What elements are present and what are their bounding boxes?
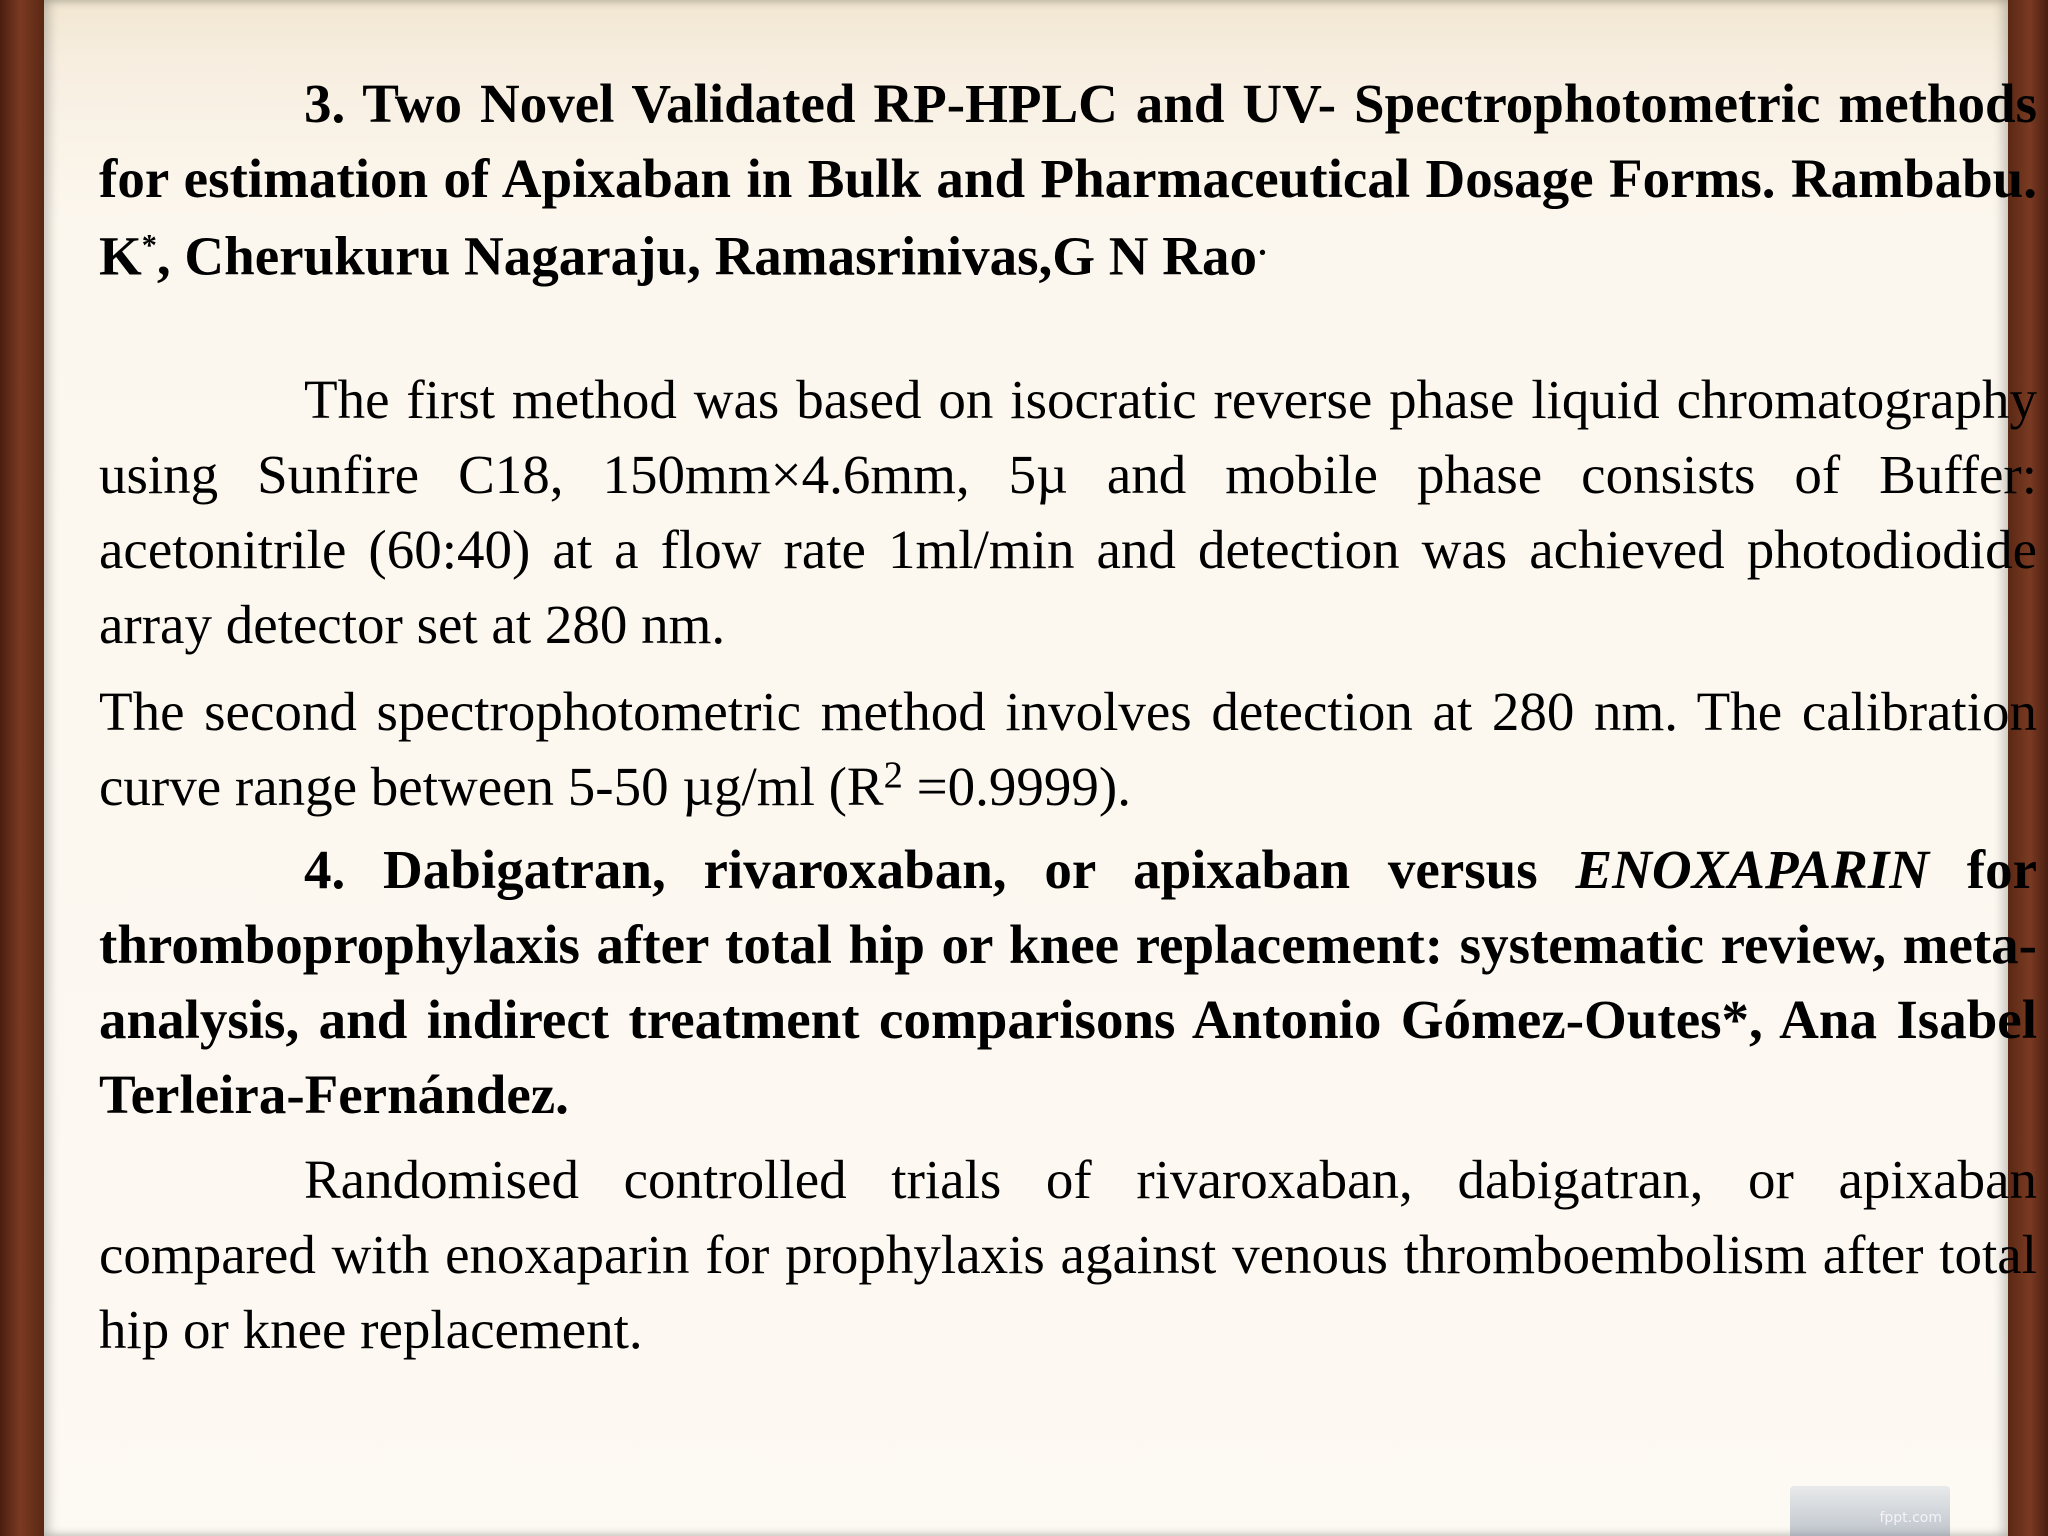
slide-canvas	[44, 0, 2038, 1536]
section-4-title-end: for thromboprophylaxis after total hip or knee replacement: systematic review, meta-analysis, and indirect treatment comparisons Antonio Gómez-Outes*, Ana Isabel Terleira-Fernández.	[99, 838, 2038, 1125]
section-3-heading	[99, 66, 2037, 294]
section-3-authors: , Cherukuru Nagaraju, Ramasrinivas,G N Rao	[156, 225, 1257, 287]
heading-trailing-dot: ·	[1256, 235, 1268, 271]
corresponding-author-mark: *	[141, 228, 157, 263]
section-4-paragraph: Randomised controlled trials of rivaroxaban, dabigatran, or apixaban compared with enoxaparin for prophylaxis against venous thromboembolism after total hip or knee replacement.	[99, 1148, 2037, 1360]
left-wood-border	[0, 0, 44, 1536]
section-4-title-italic: ENOXAPARIN	[1575, 838, 1929, 900]
section-4-heading	[99, 832, 2037, 1132]
slide-content	[99, 66, 2037, 1367]
section-3-title: 3. Two Novel Validated RP-HPLC and UV- Spectrophotometric methods for estimation of Apixaban in Bulk and Pharmaceutical Dosage Forms. Rambabu. K	[99, 73, 2037, 287]
paragraph-2-value: =0.9999).	[902, 755, 1131, 817]
section-4-title-start: 4. Dabigatran, rivaroxaban, or apixaban versus	[304, 838, 1576, 900]
watermark-logo: fppt.com	[1790, 1486, 1950, 1536]
paragraph-2-text: The second spectrophotometric method involves detection at 280 nm. The calibration curve range between 5-50 µg/ml (R	[99, 680, 2037, 817]
section-3-paragraph-2	[99, 674, 2037, 824]
r-squared-exponent: 2	[883, 754, 903, 797]
section-3-paragraph-1: The first method was based on isocratic reverse phase liquid chromatography using Sunfire C18, 150mm×4.6mm, 5µ and mobile phase consists of Buffer: acetonitrile (60:40) at a flow rate 1ml/min and detection was achieved photodiodide array detector set at 280 nm.	[99, 368, 2037, 655]
